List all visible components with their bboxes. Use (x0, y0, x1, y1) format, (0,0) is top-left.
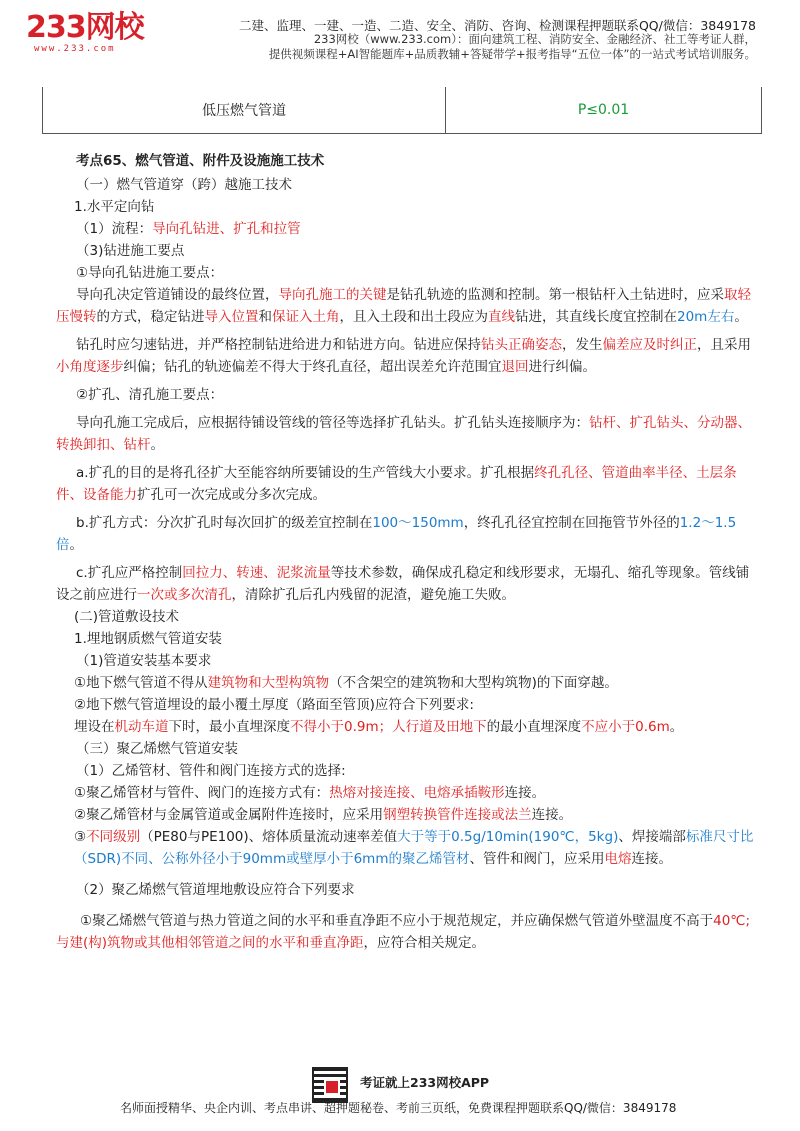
body-text: 连接。 (631, 851, 672, 867)
brand-logo (26, 12, 176, 60)
body-text: ①聚乙烯管材与管件、阀门的连接方式有： (74, 785, 330, 801)
body-text: 导向孔施工完成后，应根据待铺设管线的管径等选择扩孔钻头。扩孔钻头连接顺序为： (76, 415, 589, 431)
subsection-heading: 1.埋地钢质燃气管道安装 (74, 631, 222, 647)
subsection-heading: （1)管道安装基本要求 (76, 653, 212, 669)
body-text: 等技术参数，确保成孔稳定和线形要求，无塌孔、缩孔等现象。管线铺设之前应进行 (56, 565, 750, 603)
section-title: 考点65、燃气管道、附件及设施施工技术 (76, 153, 325, 169)
highlight-text: 保证入土角 (272, 309, 340, 325)
body-text: （PE80与PE100)、熔体质量流动速率差值 (140, 829, 398, 845)
highlight-text: 钻杆、扩孔钻头、分动器、转换卸扣、钻杆 (56, 415, 751, 453)
subsection-heading: （3)钻进施工要点 (76, 243, 185, 259)
highlight-text: 导入位置 (204, 309, 259, 325)
paragraph-guide-hole (56, 284, 756, 328)
body-text: ，应符合相关规定。 (363, 935, 486, 951)
paragraph-reaming-method (56, 512, 756, 556)
body-text: 、管件和阀门，应采用 (469, 851, 605, 867)
flow-line (56, 218, 756, 240)
section-heading: (二)管道敷设技术 (74, 609, 180, 625)
subsection-heading: （2）聚乙烯燃气管道埋地敷设应符合下列要求 (76, 882, 355, 898)
body-text: 连接。 (531, 807, 573, 823)
body-text: ②聚乙烯管材与金属管道或金属附件连接时，应采用 (74, 807, 384, 823)
highlight-text: 钢塑转换管件连接或法兰 (383, 807, 532, 823)
body-text: 的方式，稳定钻进 (96, 309, 205, 325)
body-text: ，终孔孔径宜控制在回拖管节外径的 (463, 515, 680, 531)
body-text: ，且采用 (697, 337, 751, 353)
logo-subtext: www.233.com (34, 44, 116, 54)
flow-steps: 导向孔钻进、扩孔和拉管 (152, 221, 301, 237)
highlight-text: 100～150mm (372, 515, 464, 531)
highlight-text: 40℃;与建(构)筑物或其他相邻管道之间的水平和垂直净距 (56, 913, 750, 951)
highlight-text: 回拉力、转速、泥浆流量 (182, 565, 331, 581)
paragraph-drilling (56, 334, 756, 378)
paragraph-reaming-control (56, 562, 756, 606)
body-text: ①地下燃气管道不得从 (74, 675, 208, 691)
subsection-heading: ①导向孔钻进施工要点： (76, 265, 224, 281)
table-cell-name: 低压燃气管道 (43, 87, 446, 133)
footer-contact-line: 名师面授精华、央企内训、考点串讲、超押题秘卷、考前三页纸，免费课程押题联系QQ/微信：3849178 (120, 1101, 677, 1115)
highlight-text: 标准尺寸比（SDR)不同、公称外径小于90mm或壁厚小于6mm的聚乙烯管材 (74, 829, 754, 867)
pressure-table-row (42, 87, 762, 134)
highlight-text: 热熔对接连接、电熔承插鞍形 (329, 785, 505, 801)
body-text: 钻进，其直线长度宜控制在 (515, 309, 677, 325)
body-text: 连接。 (504, 785, 546, 801)
highlight-text: 不同级别 (86, 829, 141, 845)
highlight-text: 机动车道 (114, 719, 169, 735)
subsection-heading: 1.水平定向钻 (74, 199, 155, 215)
paragraph-no-crossing (56, 672, 756, 694)
paragraph-cover-depth: ②地下燃气管道埋设的最小覆土厚度（路面至管顶)应符合下列要求: (74, 697, 474, 713)
body-text: 进行纠偏。 (528, 359, 596, 375)
body-text: 。 (150, 437, 164, 453)
body-text: ，发生 (562, 337, 603, 353)
highlight-text: 1.2～1.5倍 (56, 515, 737, 553)
highlight-text: 取轻压慢转 (56, 287, 751, 325)
subsection-heading: ②扩孔、清孔施工要点： (76, 387, 224, 403)
body-text: a.扩孔的目的是将孔径扩大至能容纳所要铺设的生产管线大小要求。扩孔根据 (76, 465, 535, 481)
body-text: ①聚乙烯燃气管道与热力管道之间的水平和垂直净距不应小于规范规定，并应确保燃气管道外壁温度不高于 (80, 913, 714, 929)
highlight-text: 建筑物和大型构筑物 (207, 675, 330, 691)
highlight-text: 大于等于0.5g/10min(190℃，5kg) (397, 829, 619, 845)
paragraph-pe-electrofusion (56, 826, 756, 870)
header-contact-line: 二建、监理、一建、一造、二造、安全、消防、咨询、检测课程押题联系QQ/微信：3849178 (238, 18, 756, 33)
table-cell-value: P≤0.01 (577, 102, 630, 118)
body-text: 。 (669, 719, 684, 735)
body-text: c.扩孔应严格控制 (76, 565, 183, 581)
highlight-text: 退回 (501, 359, 529, 375)
section-heading: （一）燃气管道穿（跨）越施工技术 (76, 177, 292, 193)
paragraph-pe-connection (56, 782, 756, 804)
paragraph-reaming-order (56, 412, 756, 456)
highlight-text: 不得小于0.9m；人行道及田地下 (290, 719, 487, 735)
body-text: 导向孔决定管道铺设的最终位置， (76, 287, 279, 303)
highlight-text: 20m左右 (677, 309, 735, 325)
body-text: b.扩孔方式：分次扩孔时每次回扩的级差宜控制在 (76, 515, 373, 531)
header-intro-line: 233网校（www.233.com）：面向建筑工程、消防安全、金融经济、社工等考证人群， (313, 32, 756, 46)
body-text: 纠偏；钻孔的轨迹偏差不得大于终孔直径，超出误差允许范围宜 (123, 359, 502, 375)
footer-slogan: 考证就上233网校APP (360, 1075, 490, 1090)
body-text: ③ (74, 829, 87, 845)
highlight-text: 直线 (488, 309, 515, 325)
page-footer (0, 1063, 800, 1131)
page-header (0, 0, 800, 70)
body-text: 。 (734, 309, 748, 325)
highlight-text: 一次或多次清孔 (137, 587, 232, 603)
body-text: 的最小直埋深度 (486, 719, 582, 735)
body-text: 。 (69, 537, 83, 553)
body-text: 扩孔可一次完成或分多次完成。 (137, 487, 326, 503)
body-text: 是钻孔轨迹的监测和控制。第一根钻杆入土钻进时，应采 (386, 287, 724, 303)
paragraph-pe-metal (56, 804, 756, 826)
highlight-text: 导向孔施工的关键 (278, 287, 387, 303)
highlight-text: 钻头正确姿态 (481, 337, 562, 353)
flow-label: （1）流程： (76, 221, 153, 237)
body-text: 钻孔时应匀速钻进，并严格控制钻进给进力和钻进方向。钻进应保持 (76, 337, 481, 353)
section-heading: （三）聚乙烯燃气管道安装 (76, 741, 238, 757)
body-text: 和 (258, 309, 272, 325)
paragraph-pe-clearance (56, 910, 756, 954)
qr-code-icon (312, 1067, 348, 1103)
body-text: 、焊接端部 (618, 829, 686, 845)
paragraph-burial-depth (56, 716, 756, 738)
paragraph-reaming-purpose (56, 462, 756, 506)
header-service-line: 提供视频课程+AI智能题库+品质教辅+答疑带学+报考指导“五位一体”的一站式考试培训服务。 (268, 47, 756, 61)
body-text: ，且入土段和出土段应为 (339, 309, 488, 325)
body-text: （不含架空的建筑物和大型构筑物)的下面穿越。 (329, 675, 618, 691)
logo-text: 233网校 (26, 10, 144, 45)
highlight-text: 偏差应及时纠正 (602, 337, 697, 353)
highlight-text: 不应小于0.6m (581, 719, 670, 735)
subsection-heading: （1）乙烯管材、管件和阀门连接方式的选择: (76, 763, 346, 779)
document-body (56, 150, 756, 954)
body-text: ，清除扩孔后孔内残留的泥渣，避免施工失败。 (231, 587, 515, 603)
body-text: 下时，最小直埋深度 (168, 719, 290, 735)
highlight-text: 终孔孔径、管道曲率半径、土层条件、设备能力 (56, 465, 737, 503)
highlight-text: 电熔 (604, 851, 632, 867)
body-text: 埋设在 (74, 719, 115, 735)
highlight-text: 小角度逐步 (56, 359, 124, 375)
